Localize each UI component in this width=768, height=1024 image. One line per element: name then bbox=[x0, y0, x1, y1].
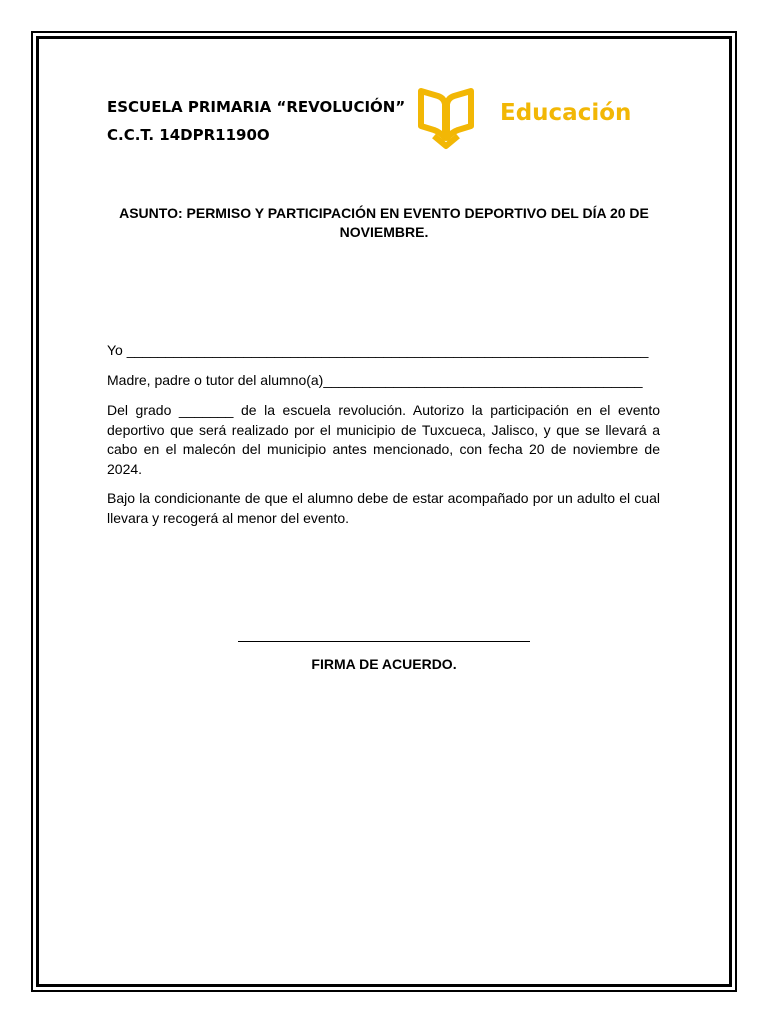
subject-heading: ASUNTO: PERMISO Y PARTICIPACIÓN EN EVENTO DEPORTIVO DEL DÍA 20 DE NOVIEMBRE. bbox=[119, 205, 649, 240]
authorization-paragraph: Del grado _______ de la escuela revolución. Autorizo la participación en el evento deportivo que será realizado por el municipio de Tuxcueca, Jalisco, y que se llevará a cabo en el malecón del municipio antes mencionado, con fecha 20 de noviembre de 2024. bbox=[107, 402, 660, 477]
yo-line: Yo ___________________________________________________________________ bbox=[107, 342, 649, 358]
school-header bbox=[107, 93, 405, 149]
logo-text: Educación bbox=[500, 100, 632, 126]
open-book-icon bbox=[416, 86, 476, 152]
education-logo bbox=[416, 86, 656, 152]
school-cct: C.C.T. 14DPR1190O bbox=[107, 126, 270, 144]
signature-line bbox=[238, 641, 530, 642]
school-name: ESCUELA PRIMARIA “REVOLUCIÓN” bbox=[107, 98, 406, 116]
tutor-line: Madre, padre o tutor del alumno(a)_________________________________________ bbox=[107, 372, 643, 388]
signature-label: FIRMA DE ACUERDO. bbox=[311, 656, 457, 672]
condition-paragraph: Bajo la condicionante de que el alumno debe de estar acompañado por un adulto el cual llevara y recogerá al menor del evento. bbox=[107, 490, 660, 526]
